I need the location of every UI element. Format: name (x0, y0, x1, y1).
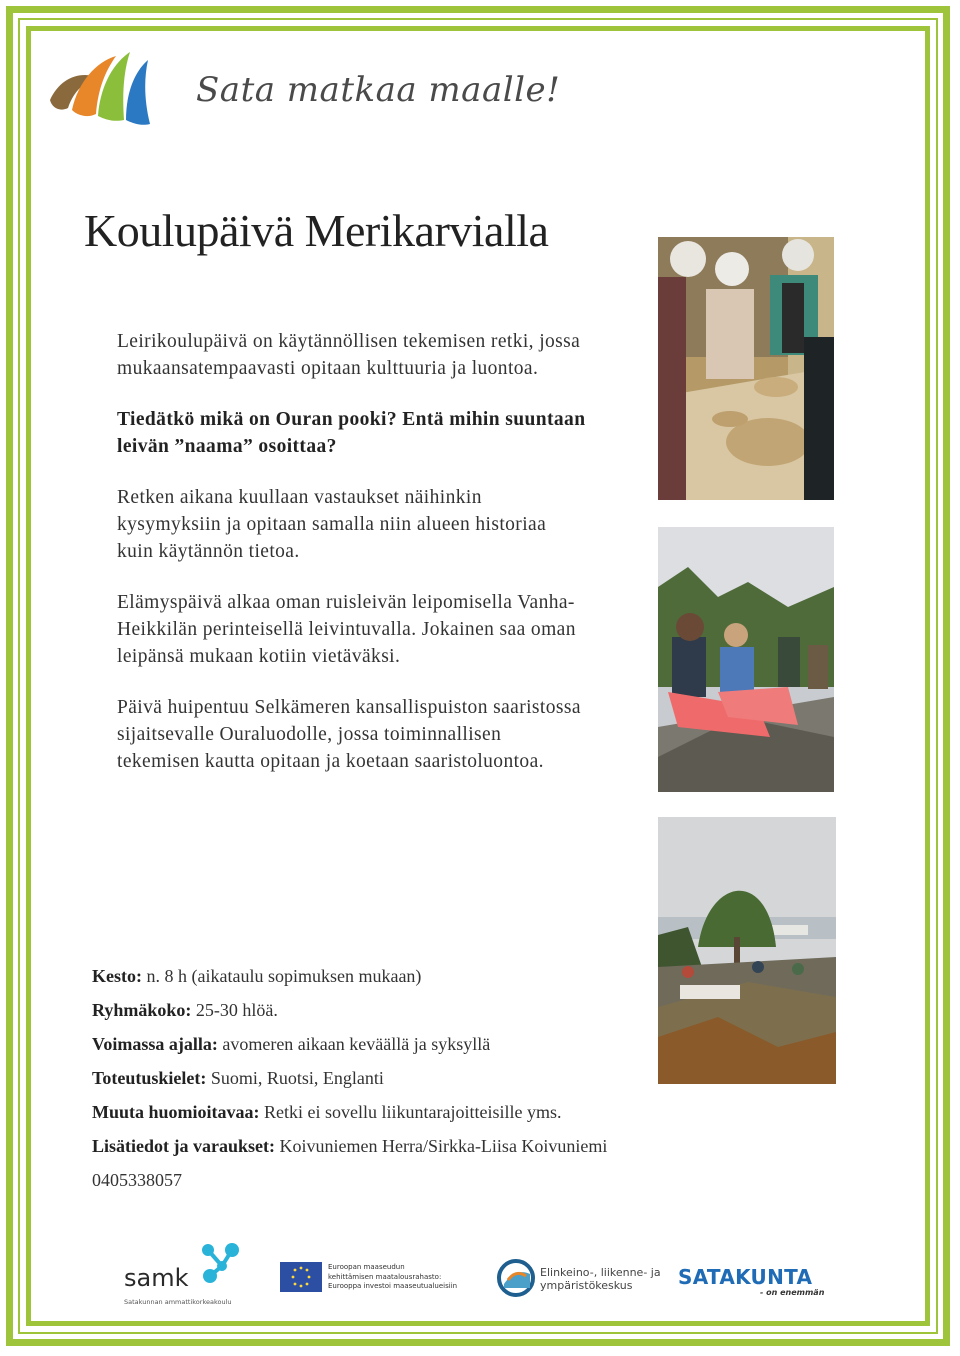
info-contact (92, 1135, 712, 1169)
eu-text-line2: kehittämisen maatalousrahasto: (328, 1272, 442, 1281)
info-block (92, 965, 712, 1203)
question-paragraph: Tiedätkö mikä on Ouran pooki? Entä mihin suuntaan leivän ”naama” osoittaa? (117, 409, 586, 457)
ely-keskus-logo (496, 1256, 661, 1300)
info-notes-label: Muuta huomioitavaa: (92, 1102, 260, 1122)
ely-text (540, 1266, 661, 1292)
samk-subtitle: Satakunnan ammattikorkeakoulu (124, 1298, 232, 1306)
eu-flag-icon (280, 1262, 322, 1292)
info-season (92, 1033, 712, 1067)
sata-matkaa-logo (46, 48, 561, 128)
satakunta-name: SATAKUNTA (678, 1265, 813, 1289)
samk-name: samk (124, 1264, 189, 1292)
satakunta-tagline: - on enemmän (760, 1288, 825, 1297)
info-languages (92, 1067, 712, 1101)
info-duration-value: n. 8 h (aikataulu sopimuksen mukaan) (141, 966, 422, 986)
answers-paragraph: Retken aikana kuullaan vastaukset näihinkin kysymyksiin ja opitaan samalla niin alueen historiaa kuin käytännön tietoa. (117, 487, 547, 562)
eu-text-line1: Euroopan maaseudun (328, 1263, 405, 1271)
eu-text (328, 1263, 457, 1292)
baking-paragraph: Elämyspäivä alkaa oman ruisleivän leipomisella Vanha-Heikkilän perinteisellä leivintuvalla. Jokainen saa oman leipänsä mukaan kotiin vietäväksi. (117, 592, 576, 667)
info-phone: 0405338057 (92, 1170, 182, 1190)
ely-text-line2: ympäristökeskus (540, 1279, 633, 1292)
ely-emblem-icon (496, 1258, 536, 1298)
satakunta-logo (678, 1265, 823, 1301)
info-contact-label: Lisätiedot ja varaukset: (92, 1136, 275, 1156)
photo-children-on-rock (658, 527, 834, 792)
island-paragraph: Päivä huipentuu Selkämeren kansallispuiston saaristossa sijaitsevalle Ouraluodolle, jossa toiminnallisen tekemisen kautta opitaan ja koetaan saaristoluontoa. (117, 697, 581, 772)
photo-coastal-gathering (658, 817, 836, 1084)
ely-text-line1: Elinkeino-, liikenne- ja (540, 1266, 661, 1279)
photo-bread-baking (658, 237, 834, 500)
info-group-size (92, 999, 712, 1033)
info-languages-value: Suomi, Ruotsi, Englanti (206, 1068, 384, 1088)
info-notes-value: Retki ei sovellu liikuntarajoitteisille yms. (259, 1102, 562, 1122)
info-season-label: Voimassa ajalla: (92, 1034, 218, 1054)
info-duration (92, 965, 712, 999)
eu-maaseuturahasto-logo (280, 1262, 460, 1294)
info-duration-label: Kesto: (92, 966, 142, 986)
eu-text-line3: Eurooppa investoi maaseutualueisiin (328, 1282, 458, 1290)
intro-paragraph: Leirikoulupäivä on käytännöllisen tekemisen retki, jossa mukaansatempaavasti opitaan kulttuuria ja luontoa. (117, 331, 581, 379)
logo-text: Sata matkaa maalle! (196, 70, 561, 110)
info-group-size-label: Ryhmäkoko: (92, 1000, 192, 1020)
info-group-size-value: 25-30 hlöä. (191, 1000, 278, 1020)
info-season-value: avomeren aikaan keväällä ja syksyllä (217, 1034, 491, 1054)
samk-logo (122, 1240, 247, 1310)
page-title: Koulupäivä Merikarvialla (84, 205, 549, 256)
info-contact-value: Koivuniemen Herra/Sirkka-Liisa Koivuniemi (275, 1136, 608, 1156)
body-text (117, 328, 587, 799)
info-languages-label: Toteutuskielet: (92, 1068, 207, 1088)
logo-swoosh-icon (46, 48, 156, 128)
info-notes (92, 1101, 712, 1135)
